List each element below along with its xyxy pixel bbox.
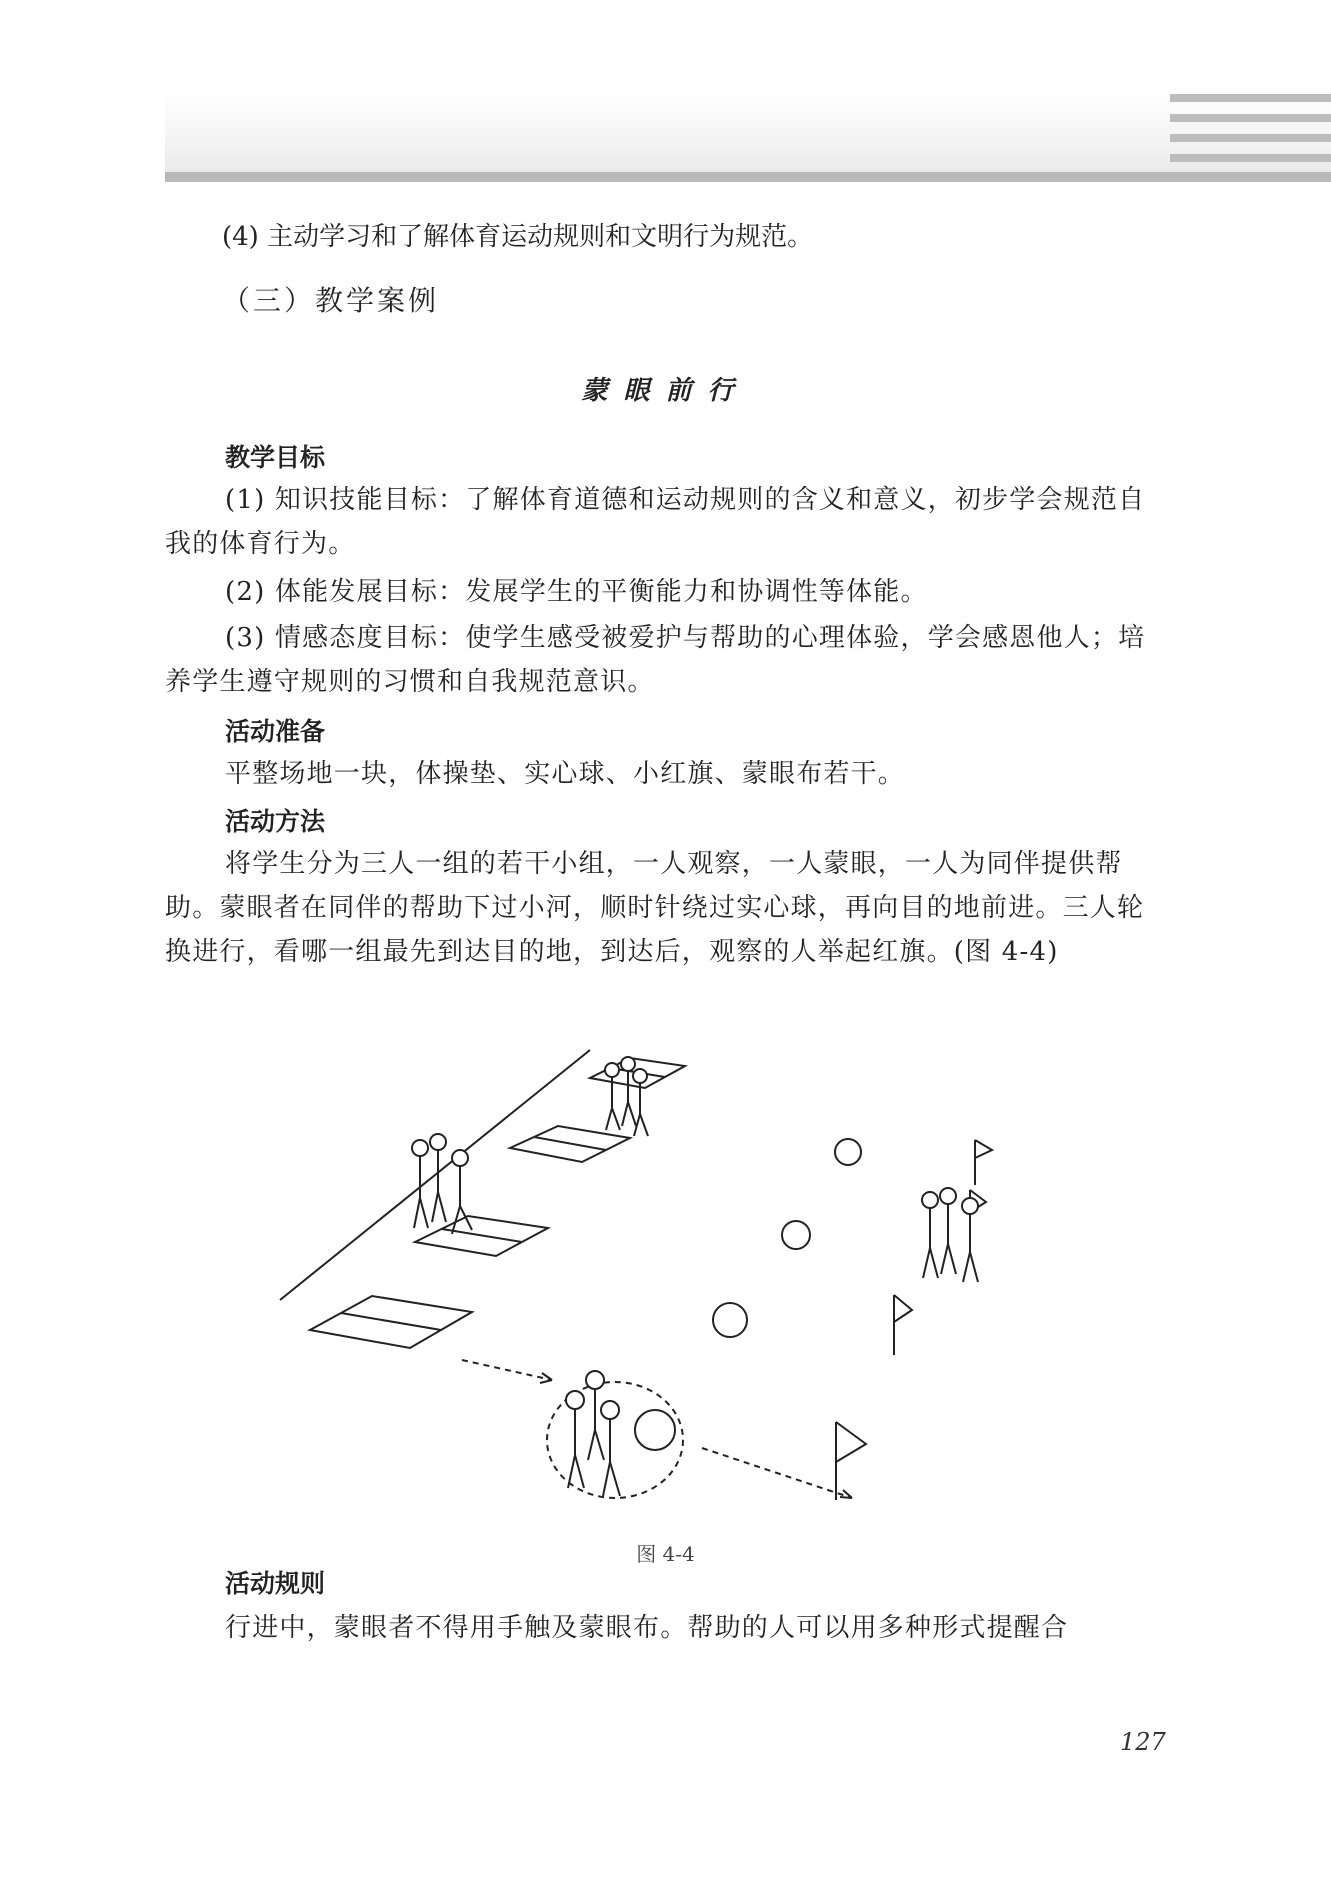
rules-text: 行进中，蒙眼者不得用手触及蒙眼布。帮助的人可以用多种形式提醒合 <box>225 1613 1069 1643</box>
running-header-rule <box>165 172 1331 182</box>
ball-3 <box>713 1303 747 1337</box>
goals-heading: 教学目标 <box>225 443 326 472</box>
children-group-goal <box>922 1188 978 1282</box>
flag-3 <box>894 1295 912 1355</box>
mat-2 <box>510 1126 630 1162</box>
ball-1 <box>835 1139 861 1165</box>
intro-item: (4) 主动学习和了解体育运动规则和文明行为规范。 <box>222 222 814 252</box>
header-stripe <box>1170 134 1331 142</box>
children-group-top <box>605 1057 648 1136</box>
ball-4 <box>635 1410 675 1450</box>
flag-4 <box>836 1422 866 1500</box>
prep-heading: 活动准备 <box>225 717 326 746</box>
header-stripe <box>1170 154 1331 162</box>
rules-heading: 活动规则 <box>225 1569 326 1598</box>
path-arrow-1 <box>462 1360 552 1380</box>
goal-item-2: (2) 体能发展目标：发展学生的平衡能力和协调性等体能。 <box>225 577 928 607</box>
mat-3 <box>415 1216 548 1256</box>
activity-illustration <box>270 1030 1060 1520</box>
method-text: 将学生分为三人一组的若干小组，一人观察，一人蒙眼，一人为同伴提供帮助。蒙眼者在同伴的帮助下过小河，顺时针绕过实心球，再向目的地前进。三人轮换进行，看哪一组最先到达目的地，到达后，观察的人举起红旗。(图 4-4) <box>165 849 1145 967</box>
figure-caption: 图 4-4 <box>636 1542 695 1566</box>
page-number: 127 <box>1120 1728 1166 1756</box>
goal-item-3: (3) 情感态度目标：使学生感受被爱护与帮助的心理体验，学会感恩他人；培养学生遵守规则的习惯和自我规范意识。 <box>165 623 1146 697</box>
prep-text: 平整场地一块，体操垫、实心球、小红旗、蒙眼布若干。 <box>225 759 906 789</box>
section-heading: （三）教学案例 <box>222 284 440 317</box>
method-heading: 活动方法 <box>225 807 326 836</box>
mat-4 <box>310 1296 472 1348</box>
header-stripe <box>1170 94 1331 102</box>
flag-1 <box>975 1140 992 1185</box>
field-edge-line <box>280 1050 590 1300</box>
case-title: 蒙眼前行 <box>581 376 750 406</box>
header-stripe <box>1170 114 1331 122</box>
children-group-circle <box>566 1371 620 1496</box>
goal-item-1: (1) 知识技能目标：了解体育道德和运动规则的含义和意义，初步学会规范自我的体育行为。 <box>165 485 1146 559</box>
ball-2 <box>782 1221 810 1249</box>
path-arrow-2 <box>702 1448 852 1498</box>
running-header-band <box>165 90 1331 172</box>
